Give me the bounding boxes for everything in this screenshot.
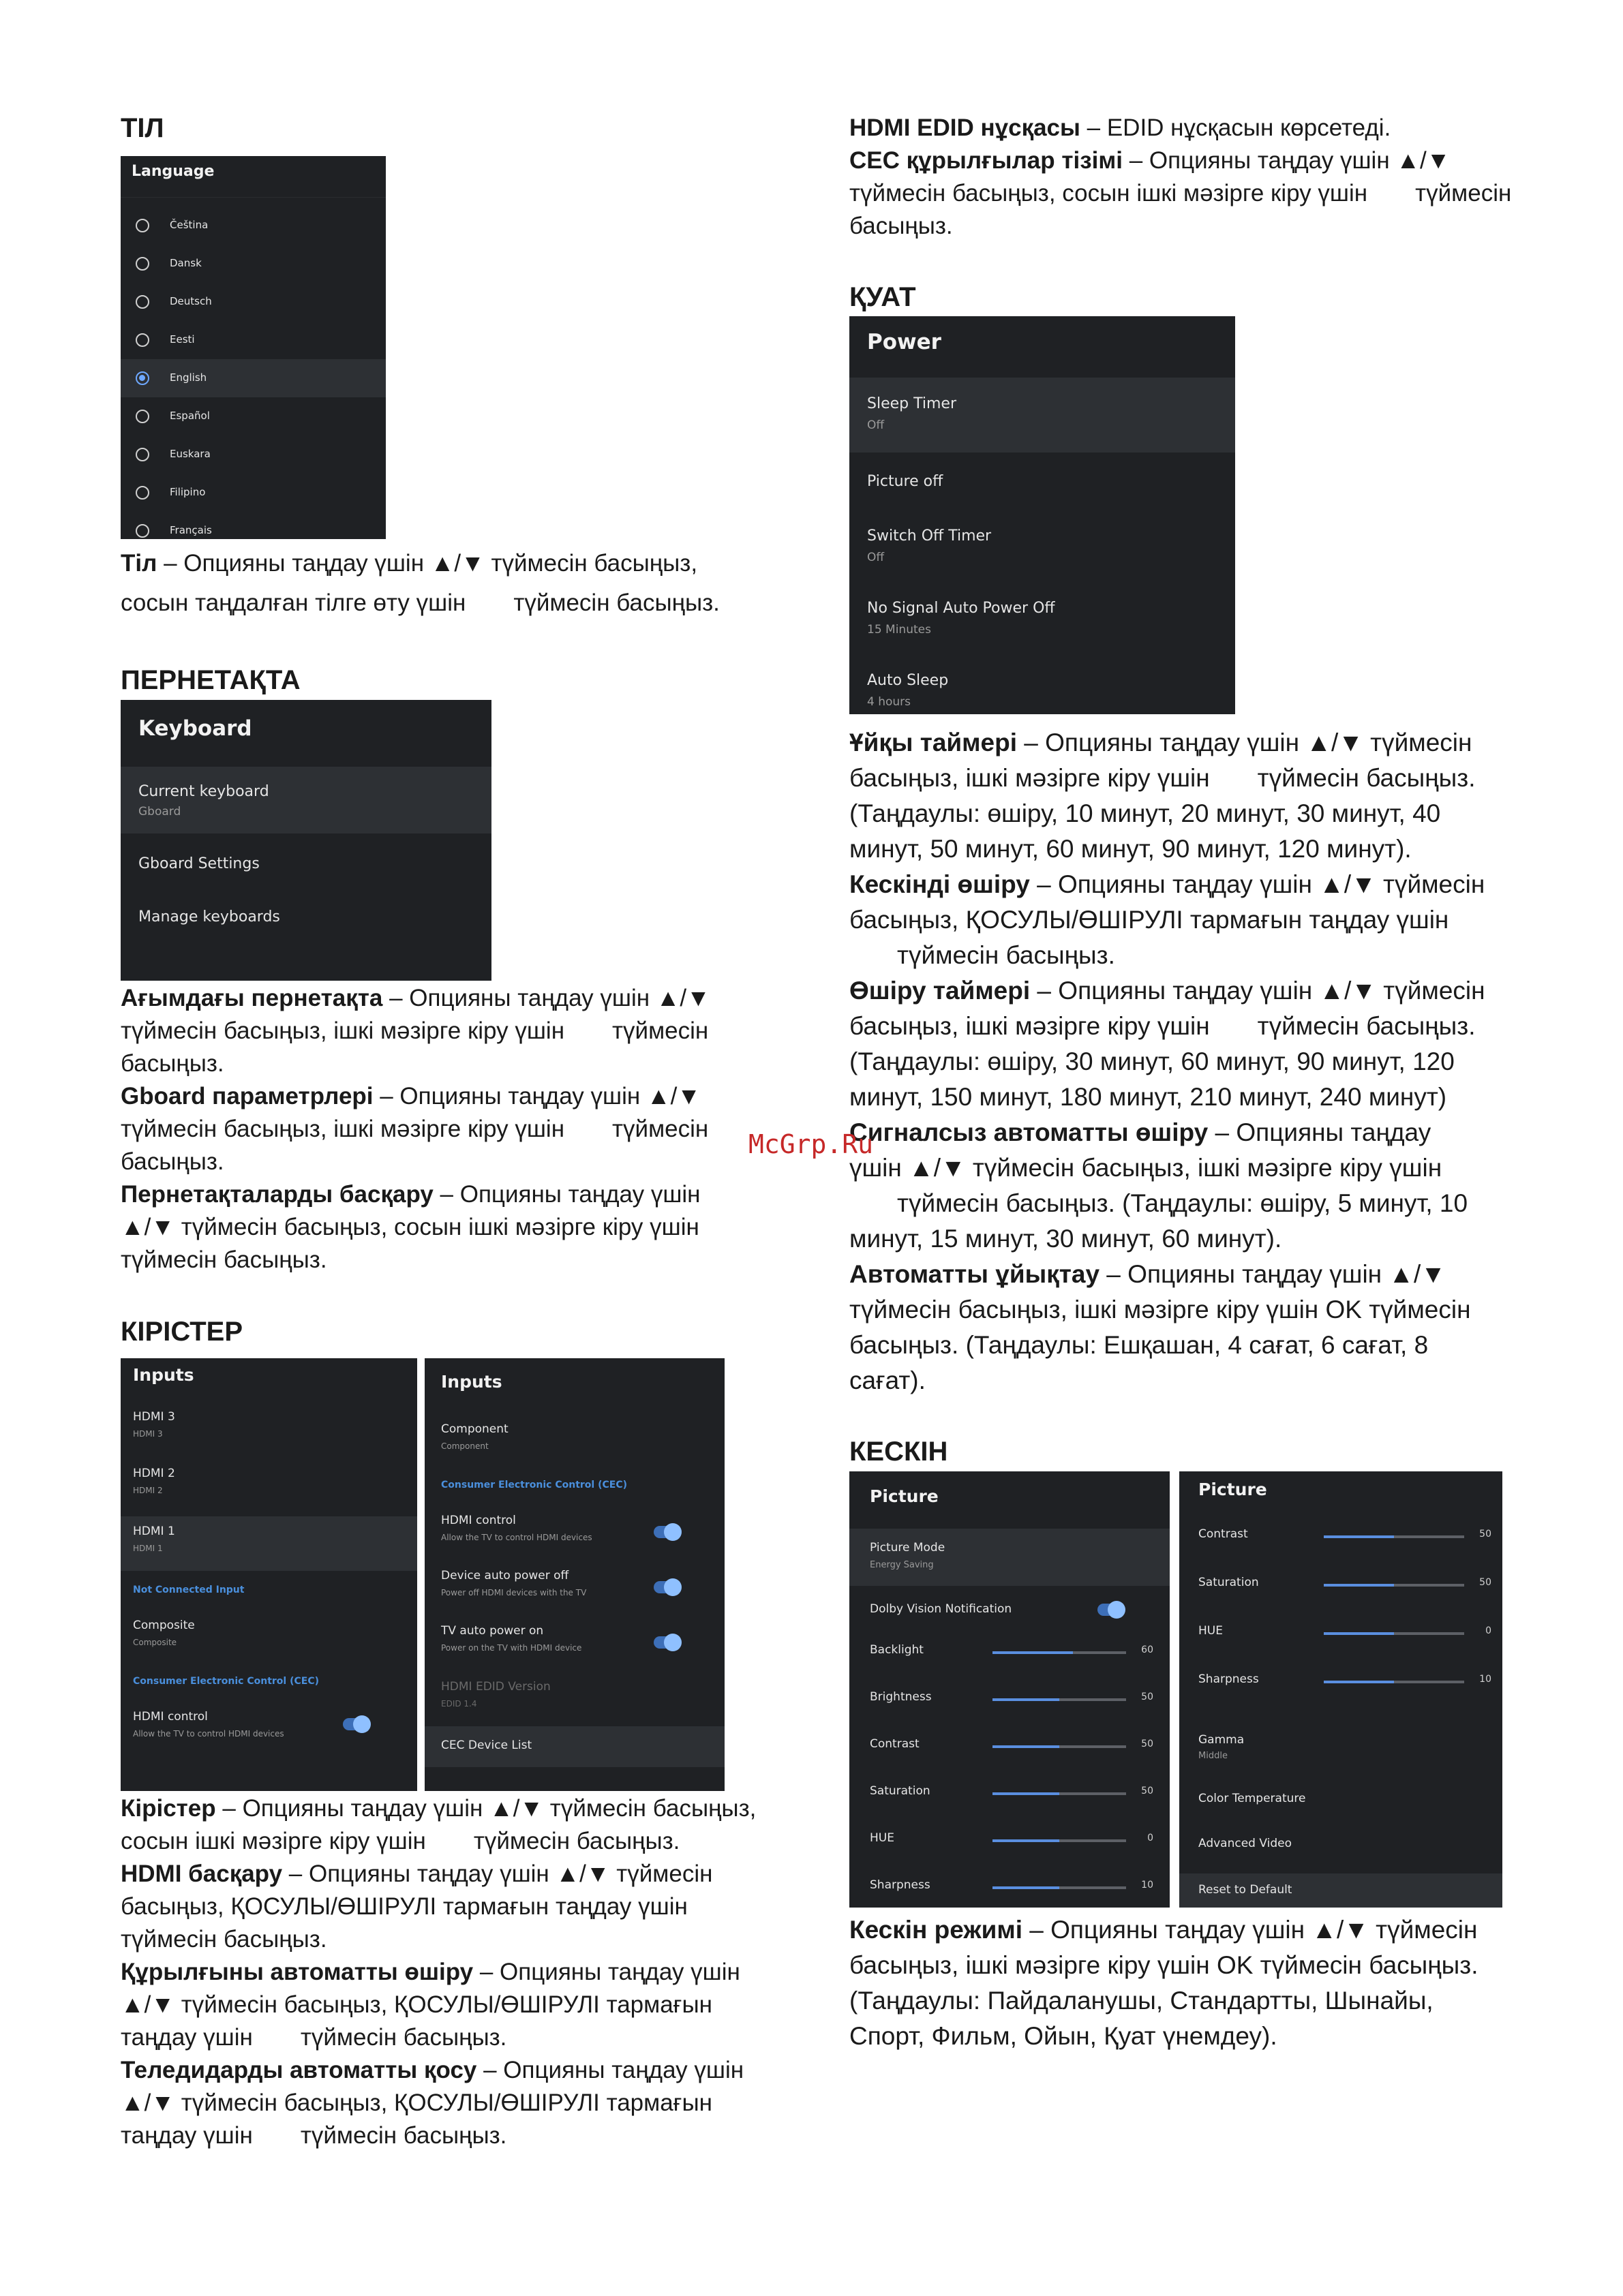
- slider-fill: [992, 1745, 1059, 1748]
- language-panel-title: Language: [132, 163, 215, 180]
- language-option-label: Français: [170, 524, 212, 536]
- radio-icon[interactable]: [136, 448, 149, 461]
- inputs1-hdmi-control-row[interactable]: HDMI control Allow the TV to control HDMI devices: [121, 1707, 417, 1755]
- inputs1-hdmi-control-toggle[interactable]: [343, 1718, 369, 1730]
- language-option-label: Filipino: [170, 486, 206, 498]
- inputs1-composite-row[interactable]: Composite Composite: [133, 1619, 195, 1647]
- language-title-bar: [121, 156, 386, 198]
- slider-value: 10: [1141, 1880, 1153, 1891]
- slider-track[interactable]: [1324, 1584, 1464, 1587]
- language-option[interactable]: [121, 397, 386, 435]
- slider-row[interactable]: [849, 1870, 1170, 1904]
- slider-value: 50: [1479, 1529, 1491, 1540]
- inputs2-tv-auto-on-row[interactable]: TV auto power on Power on the TV with HDMI device: [425, 1621, 725, 1669]
- slider-row[interactable]: [849, 1682, 1170, 1716]
- radio-icon[interactable]: [136, 486, 149, 500]
- picture1-mode-row[interactable]: Picture Mode Energy Saving: [849, 1529, 1170, 1586]
- picture-panel-2: Picture Contrast 50 Saturation 50 HUE 0 Sharpness 10 Gamma Middle Color Temperature Advanced Video Reset to Default: [1179, 1471, 1502, 1908]
- language-option-label: Čeština: [170, 219, 209, 231]
- slider-value: 0: [1147, 1833, 1153, 1843]
- inputs1-cec-section: Consumer Electronic Control (CEC): [133, 1676, 319, 1687]
- slider-value: 50: [1141, 1739, 1153, 1749]
- language-option-label: English: [170, 371, 207, 384]
- inputs1-not-connected-section: Not Connected Input: [133, 1585, 245, 1595]
- inputs1-hdmi2-row[interactable]: HDMI 2 HDMI 2: [133, 1467, 175, 1495]
- slider-value: 50: [1479, 1577, 1491, 1588]
- slider-track[interactable]: [992, 1745, 1126, 1748]
- heading-keyboard: ПЕРНЕТАҚТА: [121, 665, 301, 695]
- slider-fill: [992, 1792, 1059, 1795]
- keyboard-description: Ағымдағы пернетақта – Опцияны таңдау үшін ▲/▼ түймесін басыңыз, ішкі мәзірге кіру үшін түймесін басыңыз. Gboard параметрлері – Опцияны таңдау үшін ▲/▼ түймесін басыңыз, ішкі мәзірге кіру үшін түймесін басыңыз. Пернетақталарды басқару – Опцияны таңдау үшін ▲/▼ түймесін басыңыз, сосын ішкі мәзірге кіру үшін түймесін басыңыз.: [121, 985, 710, 1273]
- slider-label: Saturation: [870, 1784, 930, 1798]
- language-option-label: Eesti: [170, 333, 195, 346]
- slider-label: Sharpness: [1198, 1672, 1259, 1686]
- inputs2-component-row[interactable]: Component Component: [441, 1422, 509, 1451]
- slider-fill: [1324, 1681, 1394, 1683]
- power-switch-off-timer-row[interactable]: Switch Off Timer Off: [867, 527, 992, 564]
- slider-fill: [1324, 1535, 1394, 1538]
- inputs-description: Кірістер – Опцияны таңдау үшін ▲/▼ түймесін басыңыз, сосын ішкі мәзірге кіру үшін түймесін басыңыз. HDMI басқару – Опцияны таңдау үшін ▲/▼ түймесін басыңыз, ҚОСУЛЫ/ӨШІРУЛІ тармағын таңдау үшін түймесін басыңыз. Құрылғыны автоматты өшіру – Опцияны таңдау үшін ▲/▼ түймесін басыңыз, ҚОСУЛЫ/ӨШІРУЛІ тармағын таңдау үшін түймесін басыңыз. Теледидарды автоматты қосу – Опцияны таңдау үшін ▲/▼ түймесін басыңыз, ҚОСУЛЫ/ӨШІРУЛІ тармағын таңдау үшін түймесін басыңыз.: [121, 1795, 757, 2149]
- language-option-label: Euskara: [170, 448, 211, 460]
- slider-row[interactable]: [1179, 1664, 1502, 1698]
- language-option[interactable]: [121, 474, 386, 512]
- slider-fill: [992, 1886, 1059, 1889]
- slider-row[interactable]: [849, 1776, 1170, 1810]
- slider-label: Backlight: [870, 1643, 924, 1657]
- picture2-color-temp-row[interactable]: Color Temperature: [1198, 1792, 1306, 1805]
- heading-picture: КЕСКІН: [849, 1437, 948, 1467]
- slider-value: 60: [1141, 1644, 1153, 1655]
- inputs-panel-2: Inputs Component Component Consumer Electronic Control (CEC) HDMI control Allow the TV to control HDMI devices Device auto power off Power off HDMI devices with the TV TV auto power on Power on the TV with HDMI device HDMI EDID Version EDID 1.4 CEC Device List: [425, 1358, 725, 1791]
- slider-value: 10: [1479, 1674, 1491, 1685]
- language-option-label: Español: [170, 410, 210, 422]
- slider-fill: [992, 1839, 1059, 1842]
- language-description: Тіл – Опцияны таңдау үшін ▲/▼ түймесін басыңыз, сосын таңдалған тілге өту үшін түймесін басыңыз.: [121, 550, 720, 616]
- inputs2-edid-row: HDMI EDID Version EDID 1.4: [441, 1680, 551, 1709]
- watermark: McGrp.Ru: [748, 1129, 874, 1159]
- slider-row[interactable]: [1179, 1616, 1502, 1650]
- slider-value: 0: [1485, 1625, 1491, 1636]
- slider-value: 50: [1141, 1692, 1153, 1702]
- slider-row[interactable]: [1179, 1567, 1502, 1602]
- language-option[interactable]: [121, 283, 386, 321]
- language-panel: [121, 156, 386, 539]
- inputs1-hdmi1-row[interactable]: HDMI 1 HDMI 1: [121, 1516, 417, 1571]
- inputs2-tv-auto-on-toggle[interactable]: [654, 1636, 680, 1649]
- power-picture-off-row[interactable]: Picture off: [867, 473, 943, 490]
- language-option[interactable]: [121, 206, 386, 245]
- inputs1-hdmi3-row[interactable]: HDMI 3 HDMI 3: [133, 1410, 175, 1439]
- slider-track[interactable]: [992, 1651, 1126, 1654]
- picture2-reset-row[interactable]: Reset to Default: [1179, 1873, 1502, 1908]
- picture2-gamma-row[interactable]: Gamma Middle: [1198, 1733, 1245, 1761]
- inputs2-cec-list-row[interactable]: CEC Device List: [425, 1726, 725, 1767]
- power-description: Ұйқы таймері – Опцияны таңдау үшін ▲/▼ түймесін басыңыз, ішкі мәзірге кіру үшін түймесін басыңыз. (Таңдаулы: өшіру, 10 минут, 20 минут, 30 минут, 40 минут, 50 минут, 60 минут, 90 минут, 120 минут). Кескінді өшіру – Опцияны таңдау үшін ▲/▼ түймесін басыңыз, ҚОСУЛЫ/ӨШІРУЛІ тармағын таңдау үшін түймесін басыңыз. Өшіру таймері – Опцияны таңдау үшін ▲/▼ түймесін басыңыз, ішкі мәзірге кіру үшін түймесін басыңыз. (Таңдаулы: өшіру, 30 минут, 60 минут, 90 минут, 120 минут, 150 минут, 180 минут, 210 минут, 240 минут) Сигналсыз автоматты өшіру – Опцияны таңдау үшін ▲/▼ түймесін басыңыз, ішкі мәзірге кіру үшін түймесін басыңыз. (Таңдаулы: өшіру, 5 минут, 10 минут, 15 минут, 30 минут, 60 минут). Автоматты ұйықтау – Опцияны таңдау үшін ▲/▼ түймесін басыңыз, ішкі мәзірге кіру үшін OK түймесін басыңыз. (Таңдаулы: Ешқашан, 4 сағат, 6 сағат, 8 сағат).: [849, 729, 1485, 1394]
- slider-track[interactable]: [992, 1886, 1126, 1889]
- inputs2-hdmi-control-toggle[interactable]: [654, 1526, 680, 1538]
- radio-icon[interactable]: [136, 333, 149, 347]
- slider-fill: [1324, 1632, 1394, 1635]
- slider-label: Contrast: [1198, 1527, 1248, 1541]
- inputs-panel-1: Inputs HDMI 3 HDMI 3 HDMI 2 HDMI 2 HDMI 1 HDMI 1 Not Connected Input Composite Composite Consumer Electronic Control (CEC) HDMI control Allow the TV to control HDMI devices: [121, 1358, 417, 1791]
- heading-inputs: КІРІСТЕР: [121, 1317, 243, 1347]
- picture-panel-1: Picture Picture Mode Energy Saving Dolby Vision Notification Backlight 60 Brightness 50 Contrast 50 Saturation 50 HUE 0 Sharpness 10: [849, 1471, 1170, 1908]
- slider-label: Sharpness: [870, 1878, 930, 1892]
- slider-fill: [992, 1651, 1073, 1654]
- slider-row[interactable]: [849, 1823, 1170, 1857]
- keyboard-settings-row[interactable]: Gboard Settings: [138, 855, 260, 872]
- slider-row[interactable]: [849, 1635, 1170, 1669]
- slider-row[interactable]: [1179, 1519, 1502, 1553]
- heading-language: ТІЛ: [121, 113, 164, 143]
- power-no-signal-row[interactable]: No Signal Auto Power Off 15 Minutes: [867, 600, 1055, 637]
- radio-selected-icon[interactable]: [136, 371, 149, 385]
- slider-label: Contrast: [870, 1737, 920, 1751]
- keyboard-panel: [121, 700, 491, 981]
- language-option[interactable]: [121, 245, 386, 283]
- inputs2-device-auto-off-row[interactable]: Device auto power off Power off HDMI devices with the TV: [425, 1566, 725, 1614]
- slider-label: Saturation: [1198, 1576, 1259, 1589]
- inputs2-cec-section: Consumer Electronic Control (CEC): [441, 1480, 627, 1490]
- heading-power: ҚУАТ: [849, 282, 916, 312]
- picture2-advanced-row[interactable]: Advanced Video: [1198, 1837, 1292, 1850]
- cec-description: HDMI EDID нұсқасы – EDID нұсқасын көрсетеді. CEC құрылғылар тізімі – Опцияны таңдау үшін ▲/▼ түймесін басыңыз, сосын ішкі мәзірге кіру үшін түймесін басыңыз.: [849, 114, 1512, 239]
- power-auto-sleep-row[interactable]: Auto Sleep 4 hours: [867, 672, 949, 709]
- radio-icon[interactable]: [136, 410, 149, 423]
- language-term: Тіл: [121, 550, 157, 577]
- slider-label: Brightness: [870, 1690, 932, 1704]
- language-option[interactable]: [121, 321, 386, 359]
- language-option[interactable]: [121, 435, 386, 474]
- slider-label: HUE: [1198, 1624, 1223, 1638]
- power-sleep-timer-row[interactable]: Sleep Timer Off: [849, 378, 1235, 453]
- radio-icon[interactable]: [136, 524, 149, 538]
- language-option-label: Dansk: [170, 257, 202, 269]
- radio-icon[interactable]: [136, 219, 149, 232]
- power-panel: Power Sleep Timer Off Picture off Switch Off Timer Off No Signal Auto Power Off 15 Minutes Auto Sleep 4 hours: [849, 316, 1235, 714]
- language-option[interactable]: [121, 512, 386, 539]
- inputs2-hdmi-control-row[interactable]: HDMI control Allow the TV to control HDMI devices: [425, 1511, 725, 1559]
- slider-fill: [992, 1698, 1059, 1701]
- language-option[interactable]: [121, 359, 386, 397]
- keyboard-manage-row[interactable]: Manage keyboards: [138, 908, 280, 925]
- radio-icon[interactable]: [136, 295, 149, 309]
- slider-row[interactable]: [849, 1729, 1170, 1763]
- radio-icon[interactable]: [136, 257, 149, 271]
- picture-description: Кескін режимі – Опцияны таңдау үшін ▲/▼ түймесін басыңыз, ішкі мәзірге кіру үшін OK түймесін басыңыз. (Таңдаулы: Пайдаланушы, Стандартты, Шынайы, Спорт, Фильм, Ойын, Қуат үнемдеу).: [849, 1916, 1478, 2050]
- picture1-dolby-toggle[interactable]: [1097, 1604, 1123, 1616]
- slider-track[interactable]: [992, 1698, 1126, 1701]
- slider-track[interactable]: [992, 1792, 1126, 1795]
- keyboard-current-row[interactable]: Current keyboard Gboard: [121, 767, 491, 833]
- inputs2-device-auto-off-toggle[interactable]: [654, 1581, 680, 1593]
- picture1-dolby-row[interactable]: Dolby Vision Notification: [849, 1593, 1170, 1628]
- slider-track[interactable]: [1324, 1681, 1464, 1683]
- slider-fill: [1324, 1584, 1394, 1587]
- language-option-label: Deutsch: [170, 295, 212, 307]
- slider-track[interactable]: [992, 1839, 1126, 1842]
- slider-track[interactable]: [1324, 1535, 1464, 1538]
- slider-value: 50: [1141, 1786, 1153, 1796]
- keyboard-panel-title: Keyboard: [138, 716, 252, 741]
- slider-track[interactable]: [1324, 1632, 1464, 1635]
- slider-label: HUE: [870, 1831, 894, 1845]
